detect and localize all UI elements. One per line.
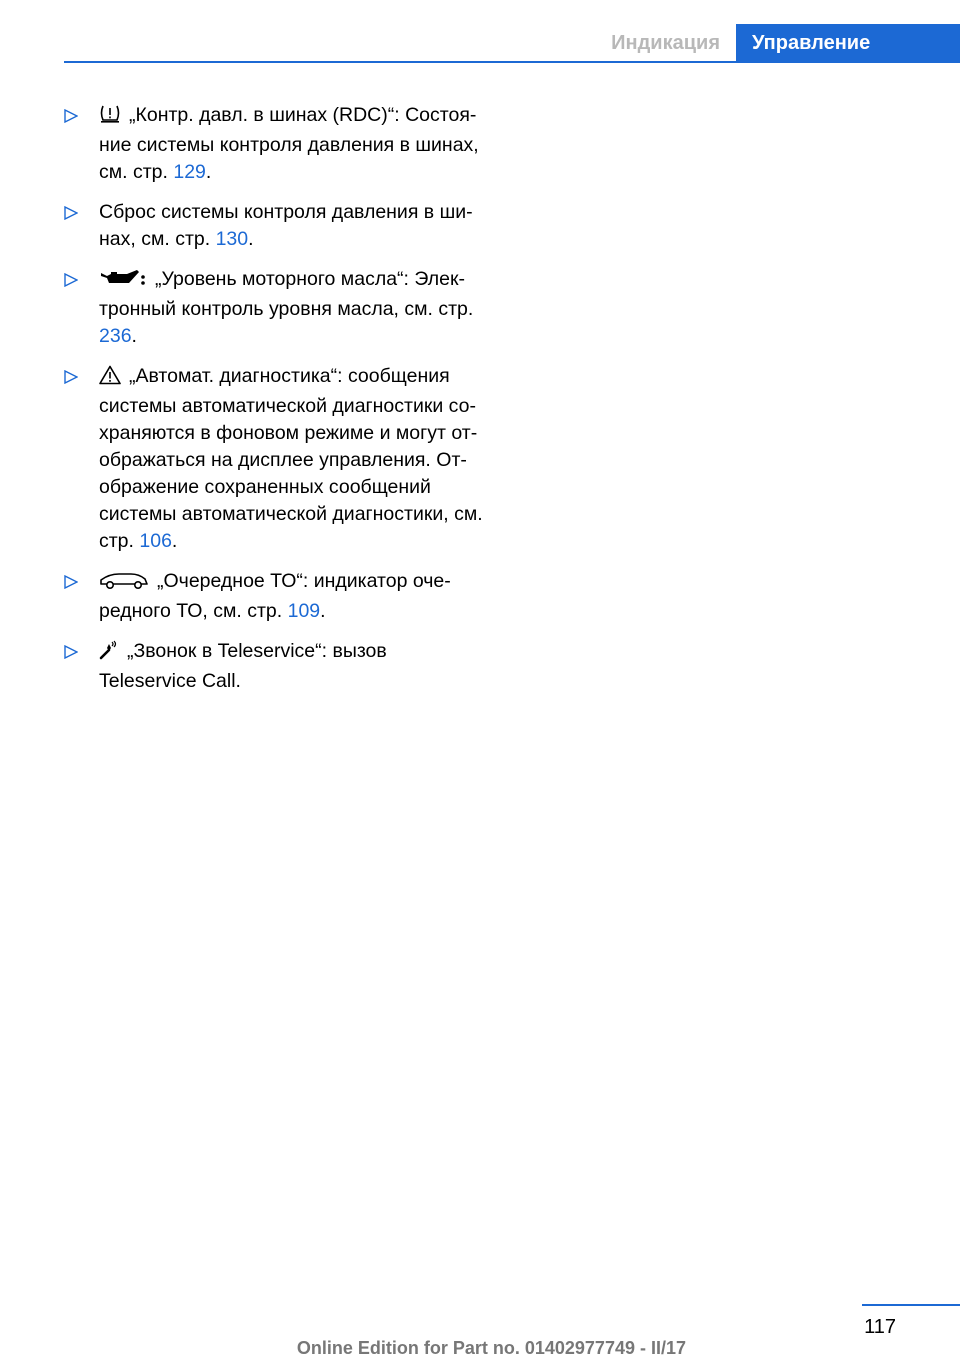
page-ref-link[interactable]: 106 xyxy=(139,530,172,552)
warning-triangle-icon xyxy=(99,365,121,393)
item-text: „Звонок в Teleservice“: вызов Teleservice Call. xyxy=(99,640,387,692)
list-item-auto-diagnostics: „Автомат. диагностика“: сообщения системы автоматической диагностики со-храняются в фоновом режиме и могут от-ображаться на дисплее управления. От-ображение сохраненных сообщений системы автоматической диагностики, см. стр. 106. xyxy=(64,363,484,555)
item-text: „Очередное ТО“: индикатор оче-редного ТО, см. стр. xyxy=(99,570,451,622)
bullet-triangle-icon xyxy=(64,273,78,287)
page-ref-link[interactable]: 109 xyxy=(287,600,321,622)
bullet-triangle-icon xyxy=(64,575,78,589)
oil-can-icon xyxy=(99,268,147,296)
header-tabs xyxy=(611,24,960,62)
main-content xyxy=(64,102,484,708)
bullet-triangle-icon xyxy=(64,645,78,659)
item-text: „Автомат. диагностика“: сообщения системы автоматической диагностики со-храняются в фоновом режиме и могут от-ображаться на дисплее управления. От-ображение сохраненных сообщений системы автоматической диагностики, см. стр. xyxy=(99,365,483,552)
page-ref-link[interactable]: 129 xyxy=(173,161,206,183)
bullet-triangle-icon xyxy=(64,206,78,220)
teleservice-wrench-icon xyxy=(99,640,119,668)
item-text: „Контр. давл. в шинах (RDC)“: Состоя-ние системы контроля давления в шинах, см. стр. xyxy=(99,104,479,183)
feature-list xyxy=(64,102,484,695)
list-item-rdc-reset: Сброс системы контроля давления в ши-нах, см. стр. 130. xyxy=(64,199,484,253)
list-item-oil-level: „Уровень моторного масла“: Элек-тронный контроль уровня масла, см. стр. 236. xyxy=(64,266,484,350)
list-item-service: „Очередное ТО“: индикатор оче-редного ТО, см. стр. 109. xyxy=(64,568,484,625)
item-text: „Уровень моторного масла“: Элек-тронный контроль уровня масла, см. стр. xyxy=(99,268,474,320)
footer-edition: Online Edition for Part no. 01402977749 - II/17 xyxy=(296,1338,686,1358)
page-number: 117 xyxy=(864,1316,896,1338)
list-item-teleservice xyxy=(64,638,484,695)
bullet-triangle-icon xyxy=(64,109,78,123)
item-text: Сброс системы контроля давления в ши-нах, см. стр. xyxy=(99,201,473,250)
tab-upravlenie[interactable]: Управление xyxy=(736,24,960,62)
tab-indikatsiya[interactable]: Индикация xyxy=(611,31,720,54)
bullet-triangle-icon xyxy=(64,370,78,384)
service-car-icon xyxy=(99,570,149,598)
page-ref-link[interactable]: 130 xyxy=(215,228,249,250)
tire-pressure-warning-icon xyxy=(99,104,121,132)
header-rule xyxy=(64,61,960,63)
footer-rule xyxy=(862,1304,960,1306)
list-item-rdc: „Контр. давл. в шинах (RDC)“: Состоя-ние системы контроля давления в шинах, см. стр. 129. xyxy=(64,102,484,186)
page-ref-link[interactable]: 236 xyxy=(99,325,132,347)
